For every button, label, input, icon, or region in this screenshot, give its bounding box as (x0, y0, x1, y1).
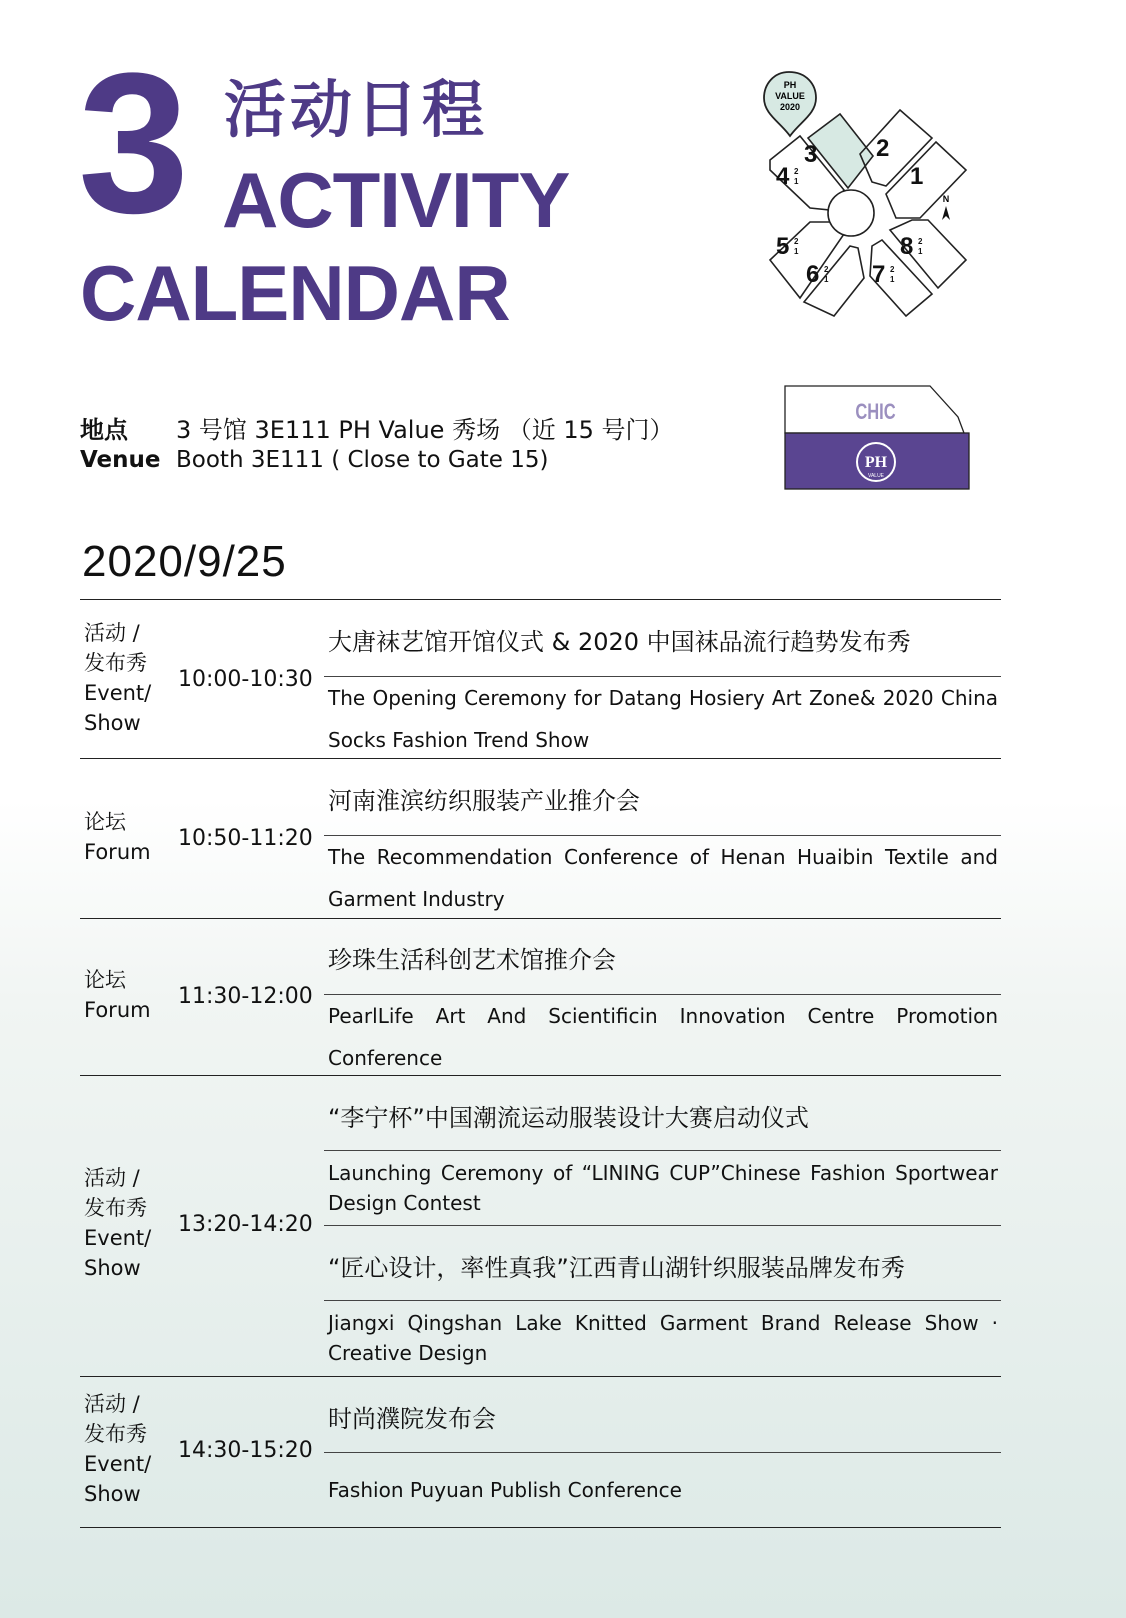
hall-6-level-upper: 2 (824, 265, 829, 274)
item-divider (324, 1300, 1001, 1301)
location-pin-icon (764, 72, 816, 136)
activity-title-cn: “李宁杯”中国潮流运动服装设计大赛启动仪式 (328, 1104, 809, 1132)
row-divider (80, 1376, 1001, 1377)
pin-text-line1: PH (783, 80, 797, 90)
type-line: Event/ (84, 1452, 152, 1476)
activity-type (84, 1163, 151, 1283)
hall-7-label: 7 (872, 261, 886, 288)
title-chinese: 活动日程 (224, 73, 489, 146)
activity-title-cn: 珍珠生活科创艺术馆推介会 (328, 946, 616, 974)
hall-8-label: 8 (900, 233, 914, 260)
type-line: 活动 / (84, 1392, 140, 1416)
type-line: 论坛 (84, 968, 126, 992)
hall-3-label: 3 (804, 141, 818, 168)
hall-6-label: 6 (806, 261, 820, 288)
venue-text-en: Booth 3E111 ( Close to Gate 15) (176, 447, 549, 473)
hall-4-label: 4 (776, 163, 790, 190)
activity-title-en: PearlLife Art And Scientificin Innovation Centre Promotion Conference (328, 1004, 998, 1070)
row-divider (80, 599, 1001, 600)
row-divider (80, 1527, 1001, 1528)
pin-text-line3: 2020 (779, 102, 801, 112)
logo-main: PH (864, 454, 888, 471)
hall-5-level-upper: 2 (794, 237, 799, 246)
type-line: 活动 / (84, 621, 140, 645)
item-divider (324, 1452, 1001, 1453)
activity-type (84, 1389, 151, 1509)
hall-8-level-upper: 2 (918, 237, 923, 246)
section-number: 3 (78, 32, 182, 255)
hall-6-level-lower: 1 (824, 275, 829, 284)
hall-5-label: 5 (776, 233, 790, 260)
type-line: 论坛 (84, 810, 126, 834)
activity-title-cn: 时尚濮院发布会 (328, 1405, 496, 1433)
venue-label-cn: 地点 (80, 416, 128, 444)
activity-title-cn: 河南淮滨纺织服装产业推介会 (328, 787, 640, 815)
activity-time: 11:30-12:00 (178, 984, 313, 1009)
activity-type (84, 618, 151, 738)
type-line: Show (84, 1256, 141, 1280)
type-line: Forum (84, 840, 151, 864)
type-line: 发布秀 (84, 1196, 147, 1220)
item-divider (324, 1150, 1001, 1151)
hall-7-level-upper: 2 (890, 265, 895, 274)
activity-type (84, 807, 151, 867)
hall-2-label: 2 (876, 135, 890, 162)
type-line: 发布秀 (84, 651, 147, 675)
type-line: 发布秀 (84, 1422, 147, 1446)
activity-title-en: The Recommendation Conference of Henan Huaibin Textile and Garment Industry (328, 845, 998, 911)
type-line: Show (84, 1482, 141, 1506)
title-english-line1: ACTIVITY (222, 156, 570, 244)
hall-1-shape (886, 142, 966, 218)
venue-text-cn: 3 号馆 3E111 PH Value 秀场 （近 15 号门） (176, 416, 674, 444)
type-line: 活动 / (84, 1166, 140, 1190)
venue-label-en: Venue (80, 447, 161, 473)
hall-4-level-upper: 2 (794, 167, 799, 176)
activity-type (84, 965, 151, 1025)
activity-title-en: The Opening Ceremony for Datang Hosiery Art Zone& 2020 China Socks Fashion Trend Show (328, 686, 998, 752)
activity-time: 10:50-11:20 (178, 826, 313, 851)
hall-map (760, 70, 990, 330)
booth-chic-label: CHIC (855, 399, 896, 425)
center-plaza (828, 190, 874, 236)
activity-title-cn: 大唐袜艺馆开馆仪式 & 2020 中国袜品流行趋势发布秀 (328, 628, 911, 656)
activity-title-en: Fashion Puyuan Publish Conference (328, 1478, 682, 1502)
hall-1-label: 1 (910, 163, 924, 190)
activity-title-cn: “匠心设计，率性真我”江西青山湖针织服装品牌发布秀 (328, 1254, 905, 1282)
activity-time: 13:20-14:20 (178, 1212, 313, 1237)
type-line: Event/ (84, 681, 152, 705)
booth-diagram (784, 385, 972, 491)
compass-label: N (942, 194, 950, 204)
activity-time: 14:30-15:20 (178, 1438, 313, 1463)
type-line: Show (84, 711, 141, 735)
activity-time: 10:00-10:30 (178, 667, 313, 692)
item-divider (324, 1225, 1001, 1226)
activity-title-en: Launching Ceremony of “LINING CUP”Chinese Fashion Sportwear Design Contest (328, 1161, 998, 1215)
type-line: Event/ (84, 1226, 152, 1250)
pin-text-line2: VALUE (775, 91, 805, 101)
type-line: Forum (84, 998, 151, 1022)
hall-8-level-lower: 1 (918, 247, 923, 256)
activity-title-en: Jiangxi Qingshan Lake Knitted Garment Brand Release Show · Creative Design (328, 1311, 998, 1365)
logo-sub: VALUE (867, 473, 885, 479)
north-arrow-icon (942, 194, 950, 220)
hall-4-level-lower: 1 (794, 177, 799, 186)
title-english-line2: CALENDAR (80, 249, 510, 337)
hall-7-level-lower: 1 (890, 275, 895, 284)
hall-5-level-lower: 1 (794, 247, 799, 256)
schedule-date: 2020/9/25 (82, 537, 287, 586)
